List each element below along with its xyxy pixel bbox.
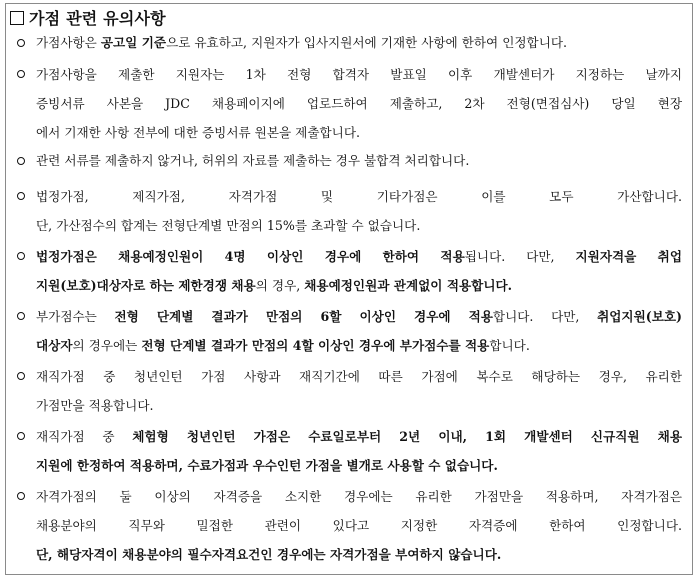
circle-bullet-icon bbox=[17, 157, 25, 165]
circle-bullet-icon bbox=[17, 372, 25, 380]
notice-line bbox=[10, 60, 682, 89]
body-text: 합니다. bbox=[489, 338, 530, 353]
notice-line bbox=[10, 211, 682, 240]
body-text: 합니다. 다만, bbox=[492, 309, 598, 324]
body-text: 단, 가산점수의 합계는 전형단계별 만점의 15%를 초과할 수 없습니다. bbox=[36, 218, 421, 233]
notice-line bbox=[10, 302, 682, 331]
circle-bullet-icon bbox=[17, 492, 25, 500]
circle-bullet-icon bbox=[17, 252, 25, 260]
emphasis-text: 법정가점은 채용예정인원이 4명 이상인 경우에 한하여 적용 bbox=[36, 249, 465, 264]
notice-line bbox=[10, 540, 682, 569]
body-text: 의 경우에는 bbox=[72, 338, 142, 353]
notice-line bbox=[10, 422, 682, 451]
body-text: 자격가점의 둘 이상의 자격증을 소지한 경우에는 유리한 가점만을 적용하며, 자격가점은 bbox=[36, 489, 682, 504]
body-text: 으로 유효하고, 지원자가 입사지원서에 기재한 사항에 한하여 인정합니다. bbox=[166, 35, 568, 50]
circle-bullet-icon bbox=[17, 432, 25, 440]
body-text: 의 경우, bbox=[255, 278, 305, 293]
notice-line bbox=[10, 362, 682, 391]
notice-line bbox=[10, 511, 682, 540]
notice-item bbox=[10, 182, 682, 240]
body-text: 가점만을 적용합니다. bbox=[36, 398, 154, 413]
notice-item bbox=[10, 422, 682, 480]
emphasis-text: 취업지원(보호) bbox=[597, 309, 682, 324]
emphasis-text: 지원(보호)대상자로 하는 제한경쟁 채용 bbox=[36, 278, 256, 293]
body-text: 에서 기재한 사항 전부에 대한 증빙서류 원본을 제출합니다. bbox=[36, 125, 360, 140]
body-text: 재직가점 중 청년인턴 가점 사항과 재직기간에 따른 가점에 복수로 해당하는 경우, 유리한 bbox=[36, 369, 682, 384]
emphasis-text: 전형 단계별 결과가 만점의 4할 이상인 경우에 부가점수를 적용 bbox=[141, 338, 490, 353]
body-text: 됩니다. 다만, bbox=[464, 249, 576, 264]
notice-line bbox=[10, 271, 682, 300]
section-heading-text: 가점 관련 유의사항 bbox=[29, 9, 166, 28]
section-heading bbox=[10, 6, 166, 29]
notice-item bbox=[10, 362, 682, 420]
notice-line bbox=[10, 30, 682, 56]
notice-line bbox=[10, 182, 682, 211]
notice-line bbox=[10, 89, 682, 118]
notice-line bbox=[10, 118, 682, 147]
circle-bullet-icon bbox=[17, 192, 25, 200]
notice-line bbox=[10, 331, 682, 360]
notice-item bbox=[10, 242, 682, 300]
emphasis-text: 공고일 기준 bbox=[100, 35, 167, 50]
notice-item bbox=[10, 302, 682, 360]
body-text: 관련 서류를 제출하지 않거나, 허위의 자료를 제출하는 경우 불합격 처리합니다. bbox=[36, 153, 470, 168]
emphasis-text: 지원자격을 취업 bbox=[575, 249, 683, 264]
notice-line bbox=[10, 391, 682, 420]
body-text: 가점사항은 bbox=[36, 35, 101, 50]
notice-line bbox=[10, 148, 682, 174]
notice-item bbox=[10, 148, 682, 174]
emphasis-text: 지원에 한정하여 적용하며, 수료가점과 우수인턴 가점을 별개로 사용할 수 없습니다. bbox=[36, 458, 498, 473]
emphasis-text: 체험형 청년인턴 가점은 수료일로부터 2년 이내, 1회 개발센터 신규직원 채용 bbox=[132, 429, 682, 444]
square-bullet-icon bbox=[10, 11, 24, 25]
circle-bullet-icon bbox=[17, 312, 25, 320]
circle-bullet-icon bbox=[17, 39, 25, 47]
body-text: 증빙서류 사본을 JDC 채용페이지에 업로드하여 제출하고, 2차 전형(면접심사) 당일 현장 bbox=[36, 96, 682, 111]
emphasis-text: 대상자 bbox=[36, 338, 73, 353]
notice-item bbox=[10, 60, 682, 147]
circle-bullet-icon bbox=[17, 70, 25, 78]
body-text: 가점사항을 제출한 지원자는 1차 전형 합격자 발표일 이후 개발센터가 지정하는 날까지 bbox=[36, 67, 682, 82]
notice-item bbox=[10, 30, 682, 56]
notice-line bbox=[10, 451, 682, 480]
emphasis-text: 전형 단계별 결과가 만점의 6할 이상인 경우에 적용 bbox=[114, 309, 493, 324]
notice-line bbox=[10, 242, 682, 271]
body-text: 채용분야의 직무와 밀접한 관련이 있다고 지정한 자격증에 한하여 인정합니다. bbox=[36, 518, 682, 533]
notice-line bbox=[10, 482, 682, 511]
body-text: 재직가점 중 bbox=[36, 429, 133, 444]
body-text: 법정가점, 제직가점, 자격가점 및 기타가점은 이를 모두 가산합니다. bbox=[36, 189, 682, 204]
emphasis-text: 단, 해당자격이 채용분야의 필수자격요건인 경우에는 자격가점을 부여하지 않습니다. bbox=[36, 547, 502, 562]
emphasis-text: 채용예정인원과 관계없이 적용합니다. bbox=[304, 278, 513, 293]
notice-item bbox=[10, 482, 682, 569]
body-text: 부가점수는 bbox=[36, 309, 115, 324]
